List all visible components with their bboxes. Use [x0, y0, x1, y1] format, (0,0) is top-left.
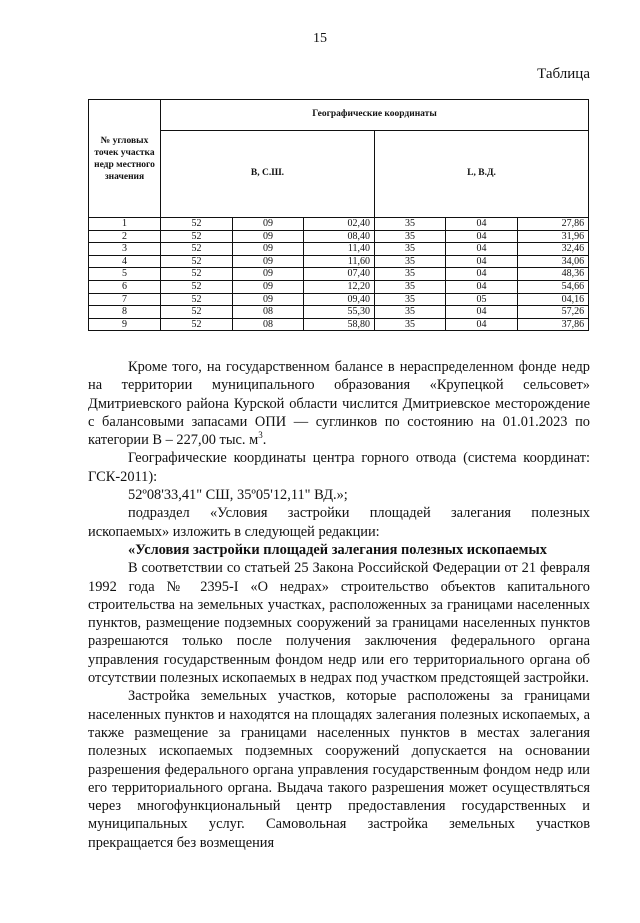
- table-cell: 04: [446, 230, 518, 243]
- table-cell: 09: [233, 255, 304, 268]
- table-cell: 52: [161, 218, 233, 231]
- table-cell: 1: [89, 218, 161, 231]
- table-cell: 04: [446, 318, 518, 331]
- table-cell: 54,66: [518, 280, 589, 293]
- table-cell: 9: [89, 318, 161, 331]
- table-row: [89, 280, 589, 293]
- paragraph-geo-center: Географические координаты центра горного отвода (система координат: ГСК-2011):: [88, 450, 590, 485]
- table-cell: 52: [161, 243, 233, 256]
- table-cell: 35: [375, 280, 446, 293]
- paragraph-law-article: В соответствии со статьей 25 Закона Российской Федерации от 21 февраля 1992 года № 2395-I «О недрах» строительство объектов капитального строительства на земельных участках, расположенных за границами населенных пунктов, размещение подземных сооружений за границами населенных пунктов разрешаются только после получения заключения федерального органа управления государственным фондом недр или его территориального органа об отсутствии полезных ископаемых в недрах под участком предстоящей застройки.: [88, 560, 590, 687]
- section-heading: «Условия застройки площадей залегания полезных ископаемых: [128, 541, 547, 558]
- table-cell: 55,30: [304, 306, 375, 319]
- table-row: [89, 255, 589, 268]
- table-cell: 52: [161, 230, 233, 243]
- table-cell: 09: [233, 218, 304, 231]
- table-cell: 35: [375, 243, 446, 256]
- header-geo-coordinates: Географические координаты: [161, 100, 589, 131]
- table-cell: 09: [233, 243, 304, 256]
- header-point-number: № угловых точек участка недр местного значения: [89, 100, 161, 218]
- table-cell: 35: [375, 318, 446, 331]
- table-cell: 35: [375, 255, 446, 268]
- table-cell: 08: [233, 318, 304, 331]
- table-cell: 04: [446, 268, 518, 281]
- paragraph-subsection: подраздел «Условия застройки площадей залегания полезных ископаемых» изложить в следующей редакции:: [88, 505, 590, 540]
- table-row: [89, 218, 589, 231]
- table-cell: 27,86: [518, 218, 589, 231]
- table-cell: 11,60: [304, 255, 375, 268]
- table-cell: 05: [446, 293, 518, 306]
- table-cell: 35: [375, 230, 446, 243]
- table-cell: 52: [161, 268, 233, 281]
- table-cell: 35: [375, 218, 446, 231]
- page-number: 15: [313, 31, 327, 46]
- table-cell: 04: [446, 218, 518, 231]
- document-body: [88, 358, 590, 852]
- table-cell: 52: [161, 318, 233, 331]
- paragraph-development: Застройка земельных участков, которые расположены за границами населенных пунктов и находятся на площадях залегания полезных ископаемых, а также размещение за границами населенных пунктов в местах залегания полезных ископаемых подземных сооружений допускается на основании разрешения федерального органа управления государственным фондом недр или его территориального органа. Выдача такого разрешения может осуществляться через многофункциональный центр предоставления государственных и муниципальных услуг. Самовольная застройка земельных участков прекращается без возмещения: [88, 688, 590, 851]
- table-caption: Таблица: [537, 66, 590, 82]
- table-body: [89, 218, 589, 331]
- table-cell: 11,40: [304, 243, 375, 256]
- table-cell: 04: [446, 243, 518, 256]
- table-cell: 7: [89, 293, 161, 306]
- table-cell: 08,40: [304, 230, 375, 243]
- table-cell: 2: [89, 230, 161, 243]
- table-cell: 6: [89, 280, 161, 293]
- table-cell: 09: [233, 230, 304, 243]
- table-row: [89, 230, 589, 243]
- table-cell: 31,96: [518, 230, 589, 243]
- paragraph-center-coordinates: 52º08'33,41" СШ, 35º05'12,11" ВД.»;: [128, 487, 348, 504]
- table-cell: 04: [446, 280, 518, 293]
- table-cell: 09: [233, 268, 304, 281]
- table-cell: 5: [89, 268, 161, 281]
- table-cell: 4: [89, 255, 161, 268]
- table-cell: 32,46: [518, 243, 589, 256]
- table-cell: 35: [375, 306, 446, 319]
- table-cell: 52: [161, 255, 233, 268]
- table-cell: 02,40: [304, 218, 375, 231]
- table-cell: 35: [375, 293, 446, 306]
- table-cell: 04: [446, 255, 518, 268]
- table-row: [89, 293, 589, 306]
- table-cell: 8: [89, 306, 161, 319]
- table-cell: 12,20: [304, 280, 375, 293]
- paragraph-balance: Кроме того, на государственном балансе в нераспределенном фонде недр на территории муниципального образования «Крупецкой сельсовет» Дмитриевского района Курской области числится Дмитриевское месторождение с балансовыми запасами ОПИ — суглинков по состоянию на 01.01.2023 по категории В – 227,00 тыс. $м^3$.: [88, 359, 590, 449]
- table-cell: 04,16: [518, 293, 589, 306]
- header-latitude: B, С.Ш.: [161, 131, 375, 218]
- header-longitude: L, В.Д.: [375, 131, 589, 218]
- table-cell: 04: [446, 306, 518, 319]
- table-row: [89, 268, 589, 281]
- table-cell: 58,80: [304, 318, 375, 331]
- table-cell: 09,40: [304, 293, 375, 306]
- table-cell: 57,26: [518, 306, 589, 319]
- table-row: [89, 243, 589, 256]
- table-cell: 37,86: [518, 318, 589, 331]
- table-cell: 34,06: [518, 255, 589, 268]
- table-row: [89, 306, 589, 319]
- table-cell: 48,36: [518, 268, 589, 281]
- table-cell: 09: [233, 280, 304, 293]
- table-row: [89, 318, 589, 331]
- table-cell: 3: [89, 243, 161, 256]
- table-cell: 09: [233, 293, 304, 306]
- table-cell: 52: [161, 293, 233, 306]
- table-cell: 35: [375, 268, 446, 281]
- table-cell: 08: [233, 306, 304, 319]
- table-cell: 52: [161, 306, 233, 319]
- table-cell: 52: [161, 280, 233, 293]
- coordinates-table: [88, 99, 589, 331]
- table-cell: 07,40: [304, 268, 375, 281]
